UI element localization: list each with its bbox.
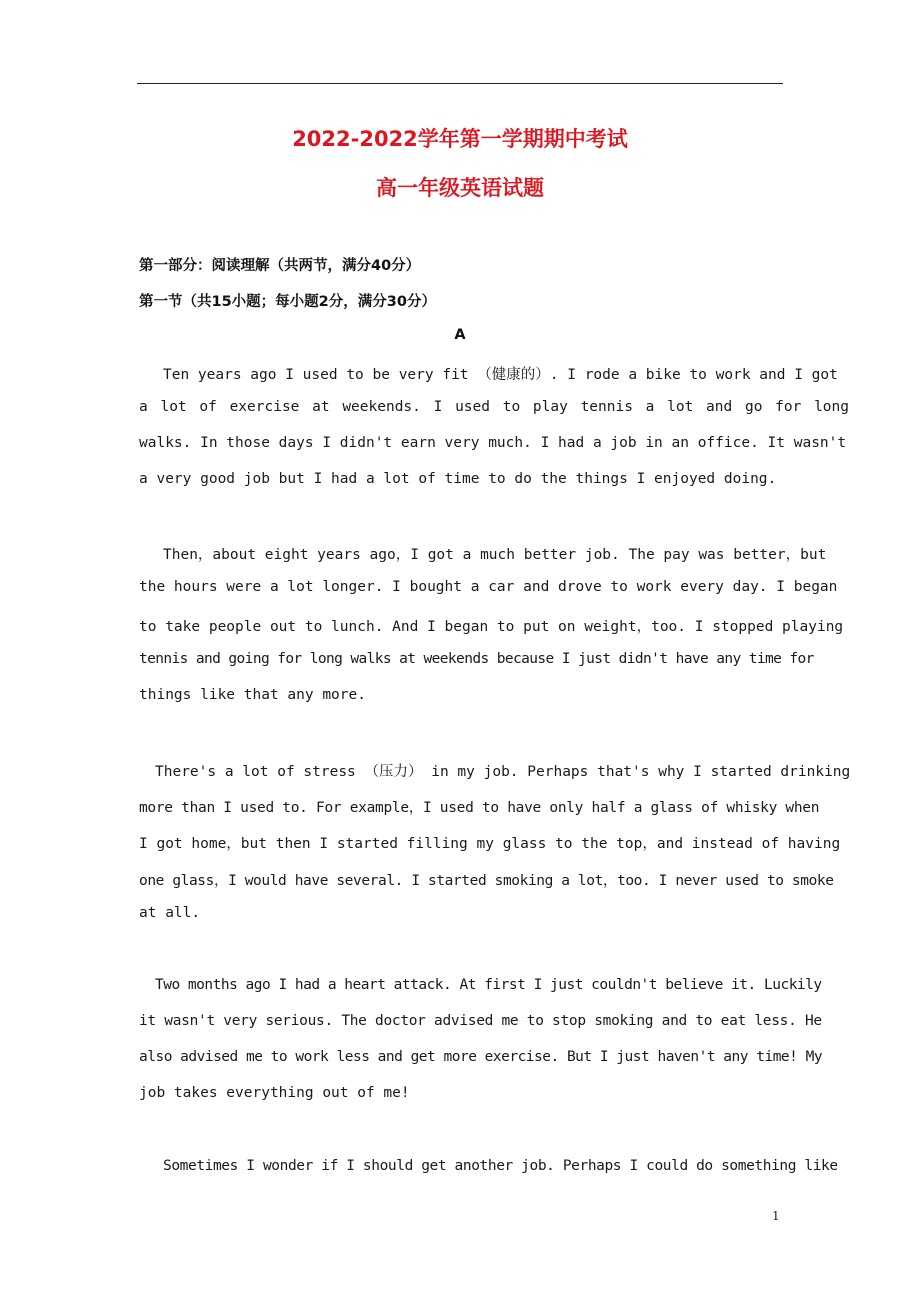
passage-line: There's a lot of stress （压力） in my job. Perhaps that's why I started drinking [155,764,851,780]
exam-subtitle: 高一年级英语试题 [376,176,544,200]
passage-line: walks. In those days I didn't earn very much. I had a job in an office. It wasn't [139,435,847,451]
top-rule [137,83,783,84]
passage-line: I got home，but then I started filling my glass to the top，and instead of having [139,836,841,852]
passage-line: Ten years ago I used to be very fit （健康的）. I rode a bike to work and I got [163,367,838,383]
part-heading: 第一部分：阅读理解（共两节，满分40分） [139,258,421,274]
passage-line: a lot of exercise at weekends. I used to play tennis a lot and go for long [139,399,850,415]
passage-line: to take people out to lunch. And I began to put on weight，too. I stopped playing [139,619,844,635]
section-heading: 第一节（共15小题；每小题2分，满分30分） [139,294,436,310]
passage-line: one glass，I would have several. I started smoking a lot，too. I never used to smoke [139,873,834,889]
page-number: 1 [772,1209,780,1223]
passage-line: Sometimes I wonder if I should get another job. Perhaps I could do something like [163,1158,838,1174]
exam-title: 2022-2022学年第一学期期中考试 [292,127,628,151]
passage-line: job takes everything out of me! [139,1085,410,1101]
passage-line: also advised me to work less and get more exercise. But I just haven't any time! My [139,1049,823,1065]
passage-letter: A [454,327,466,343]
passage-line: tennis and going for long walks at weekends because I just didn't have any time for [139,651,814,667]
passage-line: more than I used to. For example，I used to have only half a glass of whisky when [139,800,820,816]
passage-line: Then，about eight years ago，I got a much better job. The pay was better，but [163,547,827,563]
passage-line: Two months ago I had a heart attack. At first I just couldn't believe it. Luckily [155,977,822,993]
passage-line: the hours were a lot longer. I bought a car and drove to work every day. I began [139,579,838,595]
passage-line: a very good job but I had a lot of time to do the things I enjoyed doing. [139,471,777,487]
passage-line: things like that any more. [139,687,366,703]
passage-line: at all. [139,905,201,921]
passage-line: it wasn't very serious. The doctor advised me to stop smoking and to eat less. He [139,1013,822,1029]
